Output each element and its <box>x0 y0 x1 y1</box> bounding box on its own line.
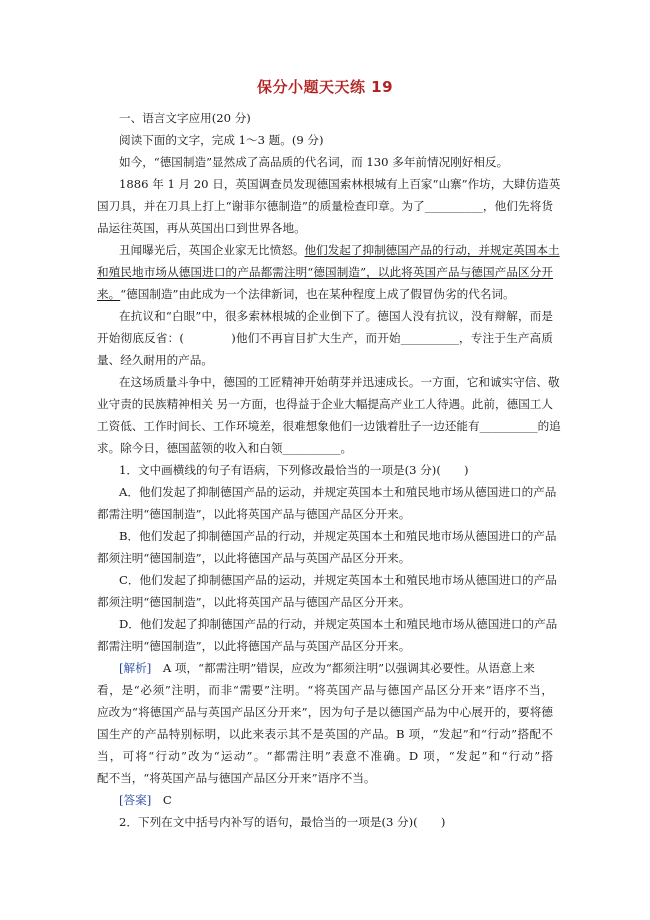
analysis-text: A 项，“都需注明”错误，应改为“都须注明”以强调其必要性。从语意上来 <box>151 661 535 675</box>
analysis-line: 当，可将“行动”改为“运动”。“都需注明”表意不准确。D 项，“发起”和“行动”搭 <box>97 749 553 763</box>
answer-tag: [答案] <box>119 793 152 807</box>
option-c: C．他们发起了抑制德国产品的运动，并规定英国本土和殖民地市场从德国进口的产品 <box>119 573 557 587</box>
option-a-cont: 都需注明“德国制造”，以此将英国产品与德国产品区分开来。 <box>97 507 411 521</box>
passage-line: 工资低、工作时间长、工作环境差，很难想象他们一边饿着肚子一边还能有__________的追 <box>97 419 561 433</box>
option-c-cont: 都须注明“德国制造”，以此将英国产品与德国产品区分开来。 <box>97 595 411 609</box>
question-2: 2．下列在文中括号内补写的语句，最恰当的一项是(3 分)( ) <box>119 815 446 829</box>
question-1: 1．文中画横线的句子有语病，下列修改最恰当的一项是(3 分)( ) <box>119 463 469 477</box>
answer-line <box>119 793 172 808</box>
passage-line: 在抗议和“白眼”中，很多索林根城的企业倒下了。德国人没有抗议，没有辩解，而是 <box>119 309 553 323</box>
analysis-line: 看，是“必须”注明，而非“需要”注明。“将英国产品与德国产品区分开来”语序不当， <box>97 683 553 697</box>
passage-line: 求。除今日，德国蓝领的收入和白领__________。 <box>97 441 353 455</box>
section-heading: 一、语言文字应用(20 分) <box>119 111 251 125</box>
underlined-sentence: 来。 <box>97 287 121 301</box>
option-d-cont: 都需注明“德国制造”，以此将德国产品与英国产品区分开来。 <box>97 639 411 653</box>
passage-line: 量、经久耐用的产品。 <box>97 353 213 367</box>
passage-text: 丑闻曝光后，英国企业家无比愤怒。 <box>119 243 305 257</box>
passage-line: 品运往英国，再从英国出口到世界各地。 <box>97 221 306 235</box>
passage-text: “德国制造”由此成为一个法律新词，也在某种程度上成了假冒伪劣的代名词。 <box>120 287 515 301</box>
passage-line: 开始彻底反省：( )他们不再盲目扩大生产，而开始__________，专注于生产高质 <box>97 331 553 345</box>
underlined-sentence: 和殖民地市场从德国进口的产品都需注明“德国制造”，以此将英国产品与德国产品区分开 <box>97 265 553 279</box>
reading-instruction: 阅读下面的文字，完成 1～3 题。(9 分) <box>119 133 324 147</box>
passage-line: 国刀具，并在刀具上打上“谢菲尔德制造”的质量检查印章。为了__________，他们先将货 <box>97 199 553 213</box>
passage-line <box>97 287 515 302</box>
option-b: B．他们发起了抑制德国产品的行动，并规定英国本土和殖民地市场从德国进口的产品 <box>119 529 557 543</box>
underlined-sentence: 他们发起了抑制德国产品的行动，并规定英国本土 <box>304 243 560 257</box>
option-a: A．他们发起了抑制德国产品的运动，并规定英国本土和殖民地市场从德国进口的产品 <box>119 485 557 499</box>
passage-line <box>119 243 560 258</box>
answer-value: C <box>151 793 172 807</box>
analysis-line: 配不当，“将英国产品与德国产品区分开来”语序不当。 <box>97 771 376 785</box>
option-d: D．他们发起了抑制德国产品的行动，并规定英国本土和殖民地市场从德国进口的产品 <box>119 617 558 631</box>
passage-line: 1886 年 1 月 20 日，英国调查员发现德国索林根城有上百家“山寨”作坊，大肆仿造英 <box>119 177 561 191</box>
passage-line: 如今，“德国制造”显然成了高品质的代名词，而 130 多年前情况刚好相反。 <box>119 155 509 169</box>
analysis-tag: [解析] <box>119 661 152 675</box>
analysis-line <box>119 661 553 676</box>
passage-line: 在这场质量斗争中，德国的工匠精神开始萌芽并迅速成长。一方面，它和诚实守信、敬 <box>119 375 560 389</box>
option-b-cont: 都须注明“德国制造”，以此将德国产品与英国产品区分开来。 <box>97 551 411 565</box>
analysis-line: 应改为“将德国产品与英国产品区分开来”，因为句子是以德国产品为中心展开的，要将德 <box>97 705 553 719</box>
page-title: 保分小题天天练 19 <box>256 78 394 96</box>
analysis-line: 国生产的产品特别标明，以此来表示其不是英国的产品。B 项，“发起”和“行动”搭配不 <box>97 727 553 741</box>
passage-line: 业守责的民族精神相关 另一方面，也得益于企业大幅提高产业工人待遇。此前，德国工人 <box>97 397 553 411</box>
